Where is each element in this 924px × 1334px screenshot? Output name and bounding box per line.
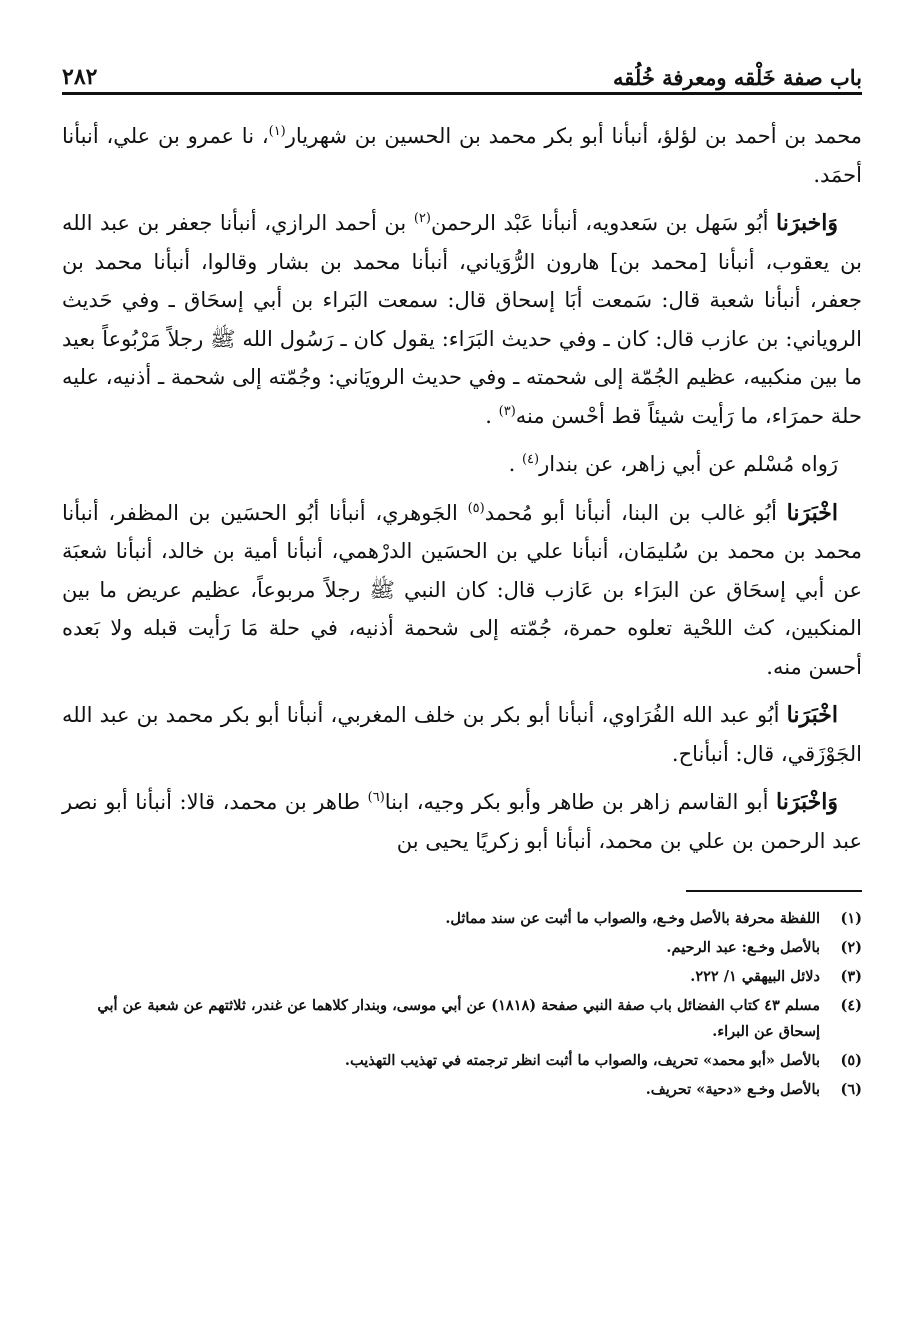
footnote-text: اللفظة محرفة بالأصل وخـع، والصواب ما أثبت عن سند مماثل.: [445, 910, 820, 927]
paragraph: [62, 494, 862, 687]
paragraph-lead-word: وَاخْبَرَنا: [776, 789, 838, 815]
footnote-text: بالأصل وخـع: عبد الرحيم.: [666, 939, 820, 956]
running-header: [62, 52, 862, 90]
paragraph-text: محمد بن أحمد بن لؤلؤ، أنبأنا أبو بكر محمد بن الحسين بن شهريار: [285, 124, 862, 148]
paragraph-lead-word: اخْبَرَنا: [786, 499, 838, 526]
footnote-separator: [686, 890, 862, 892]
page-title: باب صفة خَلْقه ومعرفة خُلُقه: [612, 65, 862, 90]
paragraph-lead-word: اخْبَرَنا: [786, 702, 838, 728]
footnote: [62, 1048, 862, 1074]
paragraph-text: .: [508, 452, 516, 476]
main-text: [62, 117, 862, 860]
footnote-ref: (٢): [413, 211, 431, 226]
paragraph: [62, 117, 862, 194]
paragraph-text: ، نا عمرو بن علي، أنبأنا أحمَد.: [62, 124, 862, 187]
footnote-ref: (١): [268, 124, 286, 139]
paragraph: وَاخبرَنا أبُو سَهل بن سَعدويه، أنبأنا عَبْد الرحمن$^{(٢)}$ بن أحمد الرازي، أنبأنا جعفر بن عبد الله بن يعقوب، أنبأنا [محمد بن] هارون الرُّوَياني، أنبأنا محمد بن بشار وقالوا، أنبأنا محمد بن جعفر، أنبأنا شعبة قال: سَمعت أبَا إسحاق قال: سمعت البَراء بن أبي إسحَاق ـ وفي حَديث الروياني: بن عازب قال: كان ـ وفي حديث البَرَاء: يقول كان ـ رَسُول الله ﷺ رجلاً مَرْبُوعاً بعيد ما بين منكبيه، عظيم الجُمّة إلى شحمته ـ وفي حديث الرويَاني: وجُمّته إلى شحمة ـ أذنيه، عليه حلة حمرَاء، ما رَأيت شيئاً قط أحْسن منه$^{(٣)}$ .: [62, 210, 862, 428]
footnote-ref: (٦): [367, 790, 385, 805]
footnote: [62, 964, 862, 990]
header-rule: [62, 92, 862, 95]
footnotes: [62, 906, 862, 1103]
footnote-text: بالأصل «أبو محمد» تحريف، والصواب ما أثبت انظر ترجمته في تهذيب التهذيب.: [344, 1052, 820, 1069]
footnote-number: (٤): [840, 997, 862, 1014]
footnote-text: دلائل البيهقي ١/ ٢٢٢.: [690, 968, 820, 985]
footnote-ref: (٣): [498, 403, 516, 419]
paragraph-text: أبُو عبد الله الفُرَاوي، أنبأنا أبو بكر بن خلف المغربي، أنبأنا أبو بكر محمد بن عبد الله الجَوْزَقي، قال: أنبأناح.: [62, 703, 862, 766]
footnote-ref: (٤): [521, 452, 540, 467]
paragraph-text: طاهر بن محمد، قالا: أنبأنا أبو نصر عبد الرحمن بن علي بن محمد، أنبأنا أبو زكريًا يحيى بن: [62, 790, 862, 853]
paragraph-text: أبو القاسم زاهر بن طاهر وأبو بكر وجيه، ابنا: [384, 790, 777, 814]
footnote: [62, 935, 862, 961]
paragraph-text: أبُو غالب بن البنا، أنبأنا أبو مُحمد: [484, 500, 787, 525]
footnote-number: (٥): [840, 1052, 862, 1069]
page-number: ٢٨٢: [62, 64, 98, 90]
footnote-ref: (٥): [467, 500, 485, 516]
paragraph-text: الجَوهري، أنبأنا أبُو الحسَين بن المظفر، أنبأنا محمد بن محمد بن سُليمَان، أنبأنا علي بن الحسَين الدرْهمي، أنبأنا أمية بن خالد، أنبأنا شعبَة عن أبي إسحَاق عن البرَاء بن عَازب قال: كان النبي ﷺ رجلاً مربوعاً، عظيم عريض ما بين المنكبين، كث اللحْية تعلوه حمرة، جُمّته إلى شحمة أذنيه، في حلة مَا رَأيت قبله ولا بَعده أحسن منه.: [62, 500, 862, 679]
paragraph: [62, 783, 862, 860]
paragraph-lead-word: وَاخبرَنا: [776, 210, 838, 236]
footnote: [62, 993, 862, 1045]
footnote-number: (٢): [840, 939, 862, 956]
book-page: [62, 52, 862, 1106]
paragraph-text: بن أحمد الرازي، أنبأنا جعفر بن عبد الله بن يعقوب، أنبأنا [محمد بن] هارون الرُّوَياني، أنبأنا محمد بن بشار وقالوا، أنبأنا محمد بن جعفر، أنبأنا شعبة قال: سَمعت أبَا إسحاق قال: سمعت البَراء بن أبي إسحَاق ـ وفي حَديث الروياني: بن عازب قال: كان ـ وفي حديث البَرَاء: يقول كان ـ رَسُول الله ﷺ رجلاً مَرْبُوعاً بعيد ما بين منكبيه، عظيم الجُمّة إلى شحمته ـ وفي حديث الرويَاني: وجُمّته إلى شحمة ـ أذنيه، عليه حلة حمرَاء، ما رَأيت شيئاً قط أحْسن منه: [62, 211, 862, 428]
footnote-number: (٣): [840, 968, 862, 985]
footnote-text: مسلم ٤٣ كتاب الفضائل باب صفة النبي صفحة (١٨١٨) عن أبي موسى، وبندار كلاهما عن غندر، ثلاثتهم عن شعبة عن أبي إسحاق عن البراء.: [97, 997, 820, 1040]
footnote: [62, 1077, 862, 1103]
footnote-text: بالأصل وخـع «دحية» تحريف.: [645, 1081, 820, 1098]
paragraph-text: رَواه مُسْلم عن أبي زاهر، عن بندار: [539, 452, 838, 476]
paragraph-text: أبُو سَهل بن سَعدويه، أنبأنا عَبْد الرحمن: [430, 211, 777, 235]
paragraph: [62, 696, 862, 773]
footnote-number: (٦): [840, 1081, 862, 1098]
footnote-number: (١): [840, 910, 862, 927]
paragraph: [62, 445, 862, 484]
footnote: [62, 906, 862, 932]
